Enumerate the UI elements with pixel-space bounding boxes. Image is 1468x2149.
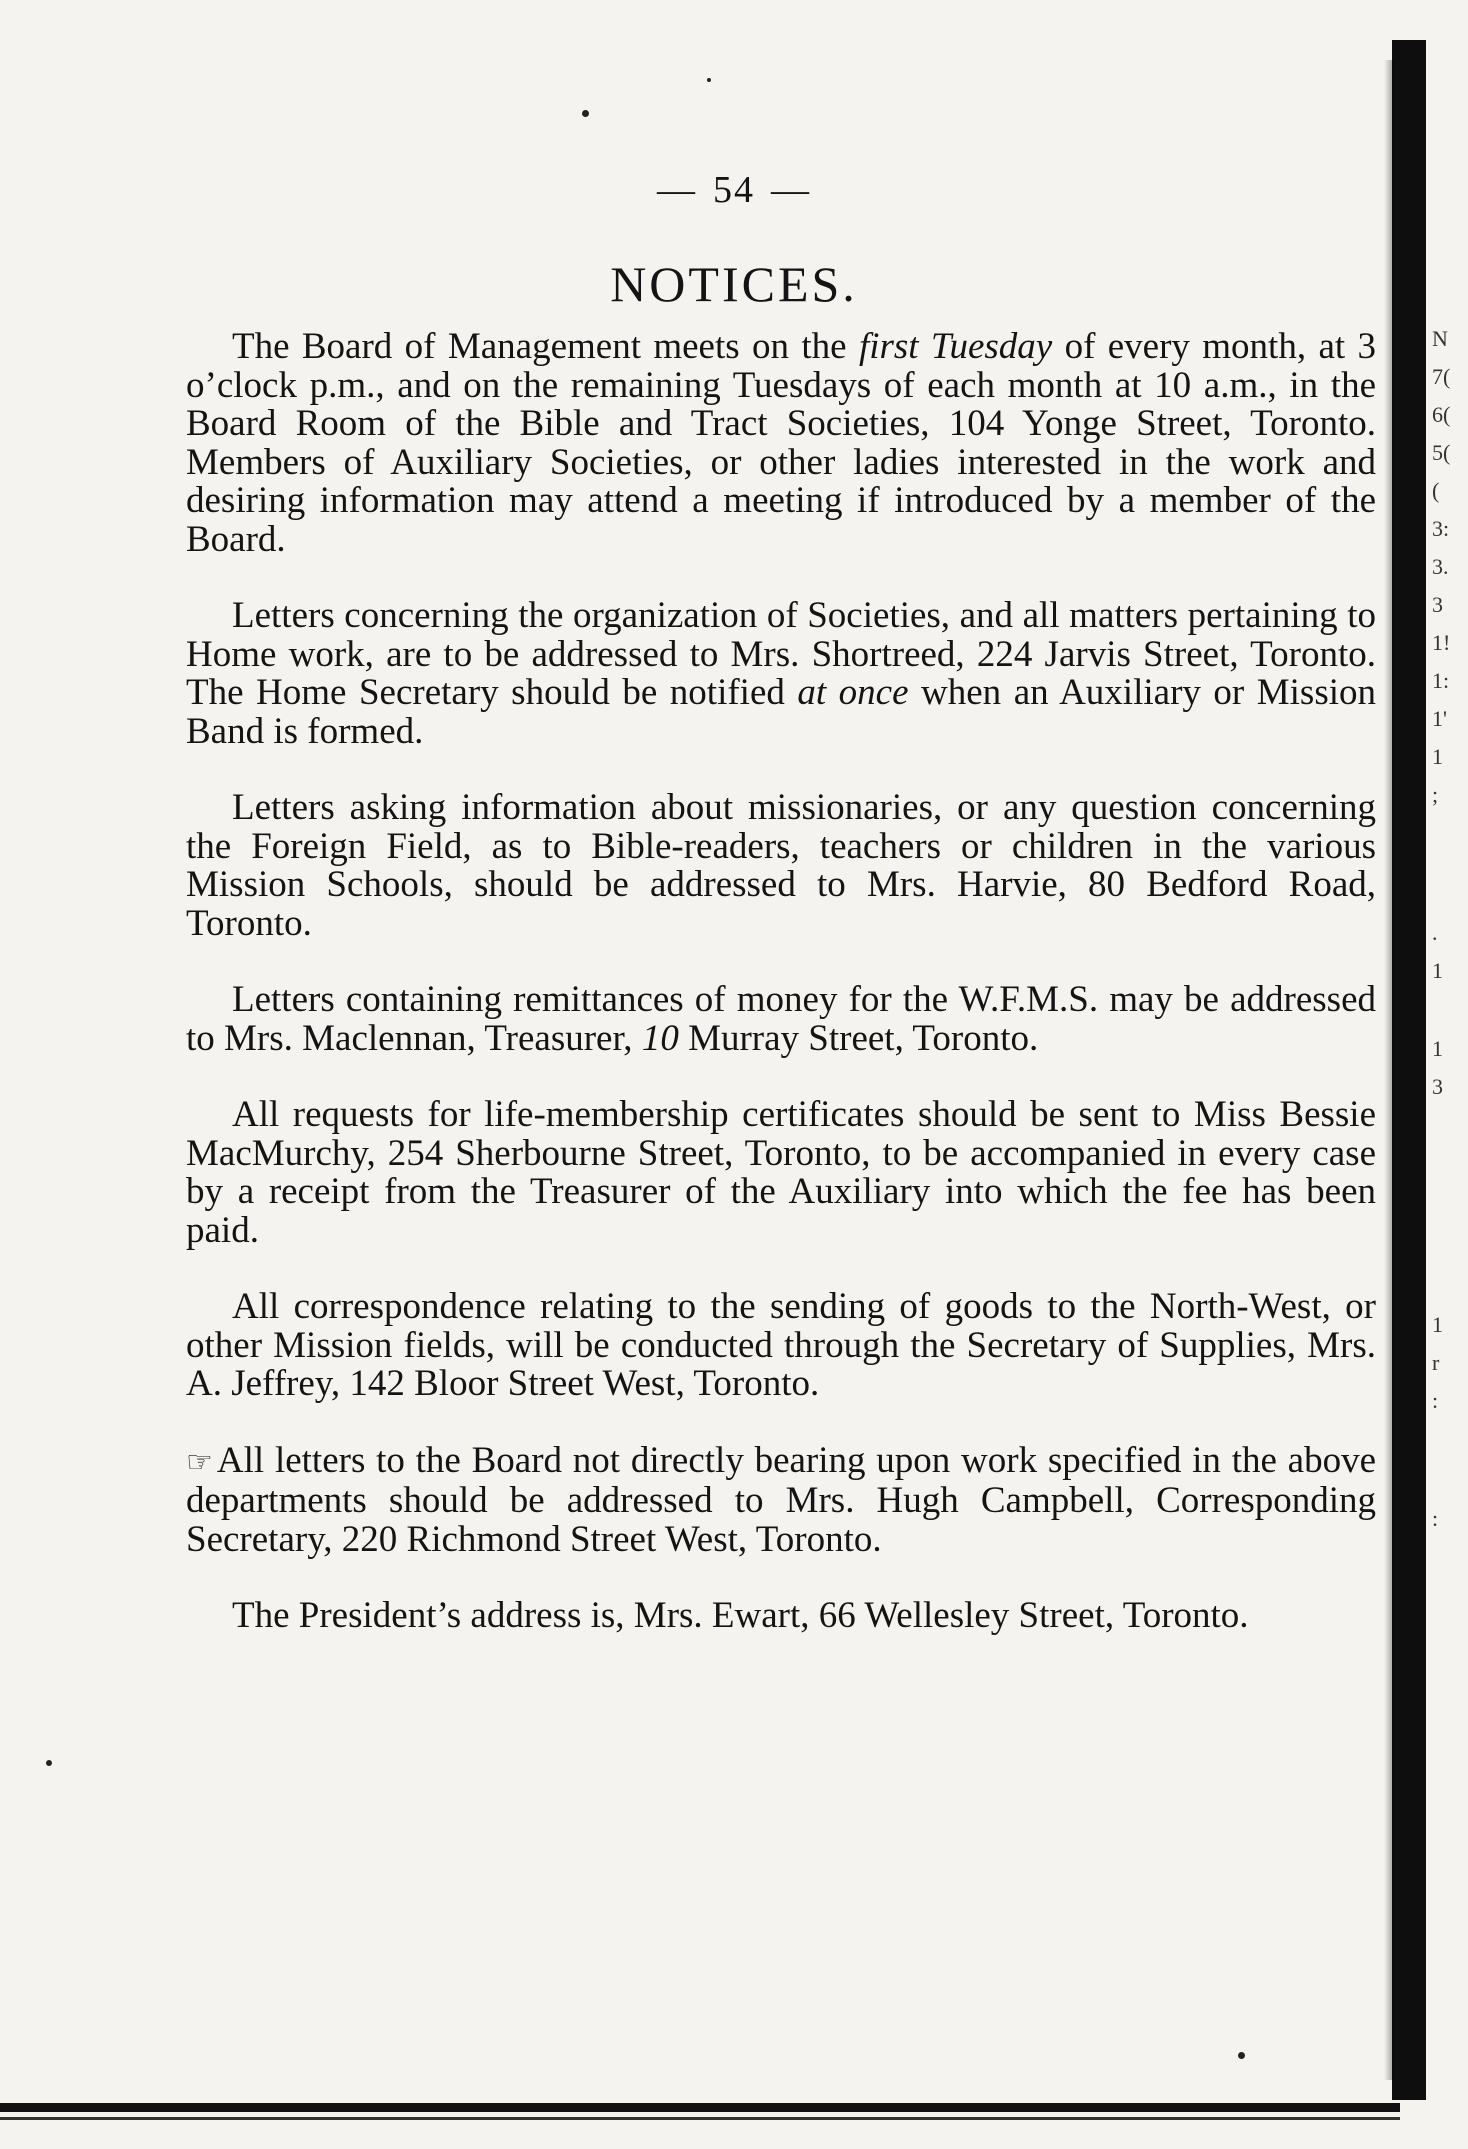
- margin-fragment: 7(: [1432, 364, 1451, 389]
- notice-board-meetings: [186, 328, 1376, 559]
- margin-fragment: ;: [1432, 782, 1439, 807]
- page-number: [0, 168, 1468, 212]
- margin-fragment: 6(: [1432, 402, 1451, 427]
- ink-speck: [582, 110, 589, 117]
- margin-gap: [1432, 814, 1462, 914]
- ink-speck: [707, 78, 711, 82]
- notices-body: [186, 328, 1376, 1674]
- margin-fragment: 1: [1432, 1036, 1443, 1061]
- margin-fragment: .: [1432, 920, 1438, 945]
- binding-shadow: [1384, 60, 1394, 2080]
- margin-fragment: 3: [1432, 1074, 1443, 1099]
- page-title: NOTICES.: [610, 256, 858, 312]
- notice-supplies: All correspondence relating to the sending of goods to the North-West, or other Mission fields, will be conducted through the Secretary of Supplies, Mrs. A. Jeffrey, 142 Bloor Street West, Toronto.: [186, 1286, 1376, 1404]
- margin-fragment: 5(: [1432, 440, 1451, 465]
- margin-fragment: :: [1432, 1388, 1439, 1413]
- notice-emphasis: first Tuesday: [858, 326, 1053, 367]
- notice-emphasis: 10: [641, 1017, 679, 1059]
- notice-foreign-field: Letters asking information about missionaries, or any question concerning the Foreign Field, as to Bible-readers, teachers or children in the various Mission Schools, should be addressed to Mrs. Harvie, 80 Bedford Road, Toronto.: [186, 787, 1376, 944]
- notice-text: Letters containing remittances of money for the W.F.M.S. may be addressed to Mrs. Maclennan, Treasurer,: [186, 979, 1376, 1059]
- notice-president-address: The President’s address is, Mrs. Ewart, 66 Wellesley Street, Toronto.: [232, 1595, 1249, 1636]
- ink-speck: [1238, 2052, 1245, 2059]
- margin-gap: [1432, 1106, 1462, 1306]
- margin-fragment: (: [1432, 478, 1440, 503]
- bottom-rule-thin: [0, 2117, 1400, 2120]
- dash-left: —: [657, 169, 697, 211]
- notice-text: All letters to the Board not directly bearing upon work specified in the above departments should be addressed to Mrs. Hugh Campbell, Corresponding Secretary, 220 Richmond Street West, Toronto.: [186, 1439, 1376, 1560]
- margin-fragment: N: [1432, 326, 1448, 351]
- margin-fragment: 3: [1432, 592, 1443, 617]
- page-number-value: 54: [713, 169, 755, 211]
- margin-fragment: :: [1432, 1506, 1439, 1531]
- notice-general-letters: [186, 1439, 1376, 1560]
- margin-gap: [1432, 1420, 1462, 1500]
- ink-speck: [46, 1760, 52, 1766]
- notice-text: Letters concerning the organization of Societies, and all matters pertaining to Home work, are to be addressed to Mrs. Shortreed, 224 Jarvis Street, Toronto. The Home Secretary should be notified: [186, 595, 1376, 713]
- margin-fragment: r: [1432, 1350, 1440, 1375]
- notice-remittances: [186, 981, 1376, 1058]
- bottom-rule: [0, 2103, 1400, 2112]
- margin-gap: [1432, 990, 1462, 1030]
- notice-text: when an Auxiliary or Mission Band is formed.: [186, 672, 1376, 752]
- margin-fragment: 1: [1432, 744, 1443, 769]
- notice-home-work: [186, 597, 1376, 751]
- notice-life-membership: All requests for life-membership certificates should be sent to Miss Bessie MacMurchy, 254 Sherbourne Street, Toronto, to be accompanied in every case by a receipt from the Treasurer of the Auxiliary into which the fee has been paid.: [186, 1094, 1376, 1251]
- notice-text: Murray Street, Toronto.: [678, 1017, 1039, 1059]
- facing-page-margin: [1432, 320, 1462, 1538]
- binding-edge: [1392, 40, 1426, 2100]
- margin-fragment: 1: [1432, 1312, 1443, 1337]
- margin-fragment: 3.: [1432, 554, 1449, 579]
- margin-fragment: 1': [1432, 706, 1447, 731]
- notice-text: of every month, at 3 o’clock p.m., and on the remaining Tuesdays of each month at 10 a.m., in the Board Room of the Bible and Tract Societies, 104 Yonge Street, Toronto. Members of Auxiliary Societies, or other ladies interested in the work and desiring information may attend a meeting if introduced by a member of the Board.: [186, 326, 1377, 560]
- margin-fragment: 3:: [1432, 516, 1450, 541]
- notice-emphasis: at once: [797, 672, 909, 713]
- margin-fragment: 1: [1432, 958, 1443, 983]
- notice-text: The Board of Management meets on the: [232, 326, 859, 367]
- pointing-hand-icon: ☞: [186, 1445, 213, 1479]
- margin-fragment: 1!: [1432, 630, 1451, 655]
- margin-fragment: 1:: [1432, 668, 1450, 693]
- dash-right: —: [771, 169, 811, 211]
